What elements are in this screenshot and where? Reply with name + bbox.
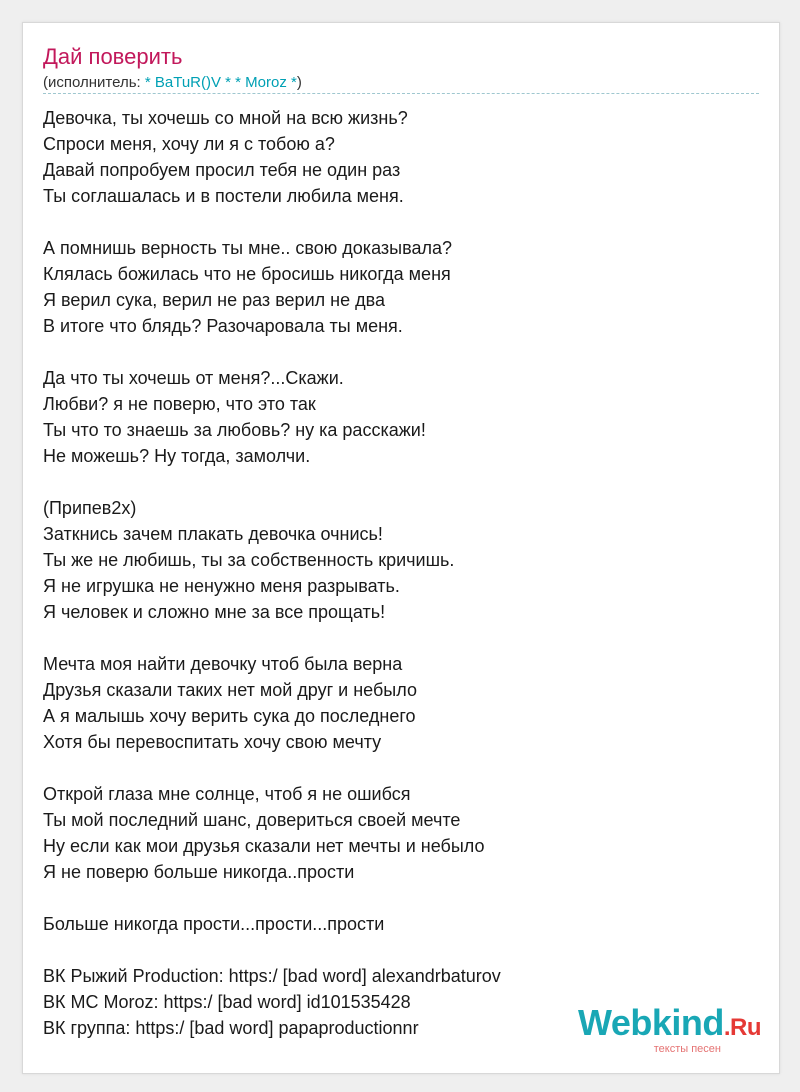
lyric-line: Девочка, ты хочешь со мной на всю жизнь? <box>43 108 408 128</box>
stanza-gap <box>43 625 501 651</box>
lyrics-page <box>22 22 780 1074</box>
lyric-line: Ты же не любишь, ты за собственность кричишь. <box>43 550 455 570</box>
lyric-line: Друзья сказали таких нет мой друг и небыло <box>43 680 417 700</box>
stanza-gap <box>43 885 501 911</box>
lyric-line: Ты соглашалась и в постели любила меня. <box>43 186 404 206</box>
lyric-line: Любви? я не поверю, что это так <box>43 394 316 414</box>
lyric-line: Мечта моя найти девочку чтоб была верна <box>43 654 403 674</box>
lyric-line: Хотя бы перевоспитать хочу свою мечту <box>43 732 382 752</box>
lyric-line: (Припев2х) <box>43 498 137 518</box>
lyric-line: Да что ты хочешь от меня?...Скажи. <box>43 368 344 388</box>
lyric-line: Заткнись зачем плакать девочка очнись! <box>43 524 383 544</box>
stanza-gap <box>43 469 501 495</box>
stanza-gap <box>43 755 501 781</box>
lyric-line: Открой глаза мне солнце, чтоб я не ошибся <box>43 784 411 804</box>
logo-tagline: тексты песен <box>653 1043 721 1055</box>
lyric-line: А я малышь хочу верить сука до последнего <box>43 706 416 726</box>
artist-line <box>43 74 302 92</box>
artist-prefix: (исполнитель: <box>43 74 145 91</box>
lyric-line: Я не поверю больше никогда..прости <box>43 862 355 882</box>
lyric-line: В итоге что блядь? Разочаровала ты меня. <box>43 316 403 336</box>
lyric-line: Больше никогда прости...прости...прости <box>43 914 385 934</box>
lyrics-text <box>43 105 501 1041</box>
lyric-line: Давай попробуем просил тебя не один раз <box>43 160 401 180</box>
lyric-line: ВК группа: https:/ [bad word] papaproductionnr <box>43 1018 419 1038</box>
logo-wordmark <box>577 1002 761 1046</box>
song-title: Дай поверить <box>43 44 183 69</box>
stanza-gap <box>43 937 501 963</box>
lyric-line: ВК MC Moroz: https:/ [bad word] id101535428 <box>43 992 411 1012</box>
lyric-line: А помнишь верность ты мне.. свою доказывала? <box>43 238 452 258</box>
artist-suffix: ) <box>296 74 302 91</box>
stanza-gap <box>43 339 501 365</box>
lyric-line: Ты что то знаешь за любовь? ну ка расскажи! <box>43 420 426 440</box>
stanza-gap <box>43 209 501 235</box>
logo-name: Webkind <box>577 1002 724 1043</box>
lyric-line: Не можешь? Ну тогда, замолчи. <box>43 446 311 466</box>
lyric-line: Ну если как мои друзья сказали нет мечты и небыло <box>43 836 485 856</box>
webkind-logo[interactable] <box>577 1002 761 1055</box>
lyric-line: Я не игрушка не ненужно меня разрывать. <box>43 576 400 596</box>
lyric-line: ВК Рыжий Production: https:/ [bad word] alexandrbaturov <box>43 966 501 986</box>
artist-link[interactable]: * BaTuR()V * * Moroz * <box>144 74 297 91</box>
lyric-line: Я человек и сложно мне за все прощать! <box>43 602 386 622</box>
lyric-line: Я верил сука, верил не раз верил не два <box>43 290 385 310</box>
lyric-line: Спроси меня, хочу ли я с тобою а? <box>43 134 335 154</box>
lyric-line: Ты мой последний шанс, довериться своей мечте <box>43 810 461 830</box>
divider <box>43 93 759 94</box>
logo-tld: .Ru <box>723 1014 761 1041</box>
lyric-line: Клялась божилась что не бросишь никогда меня <box>43 264 451 284</box>
